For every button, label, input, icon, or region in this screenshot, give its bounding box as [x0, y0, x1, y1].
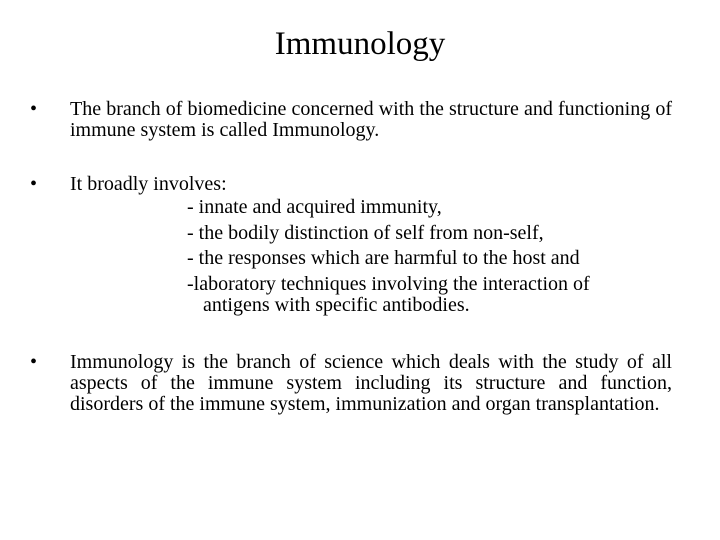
slide-title: Immunology: [274, 26, 446, 62]
subitem-lab-techniques: [187, 272, 637, 316]
bullet-definition-text: The branch of biomedicine concerned with the structure and functioning of immune system is called Immunology.: [70, 98, 672, 141]
bullet-dot: •: [30, 98, 38, 120]
involves-subitems: [187, 195, 637, 316]
subitem-innate-acquired: - innate and acquired immunity,: [187, 196, 442, 218]
bullet-involves: [30, 174, 672, 316]
bullet-involves-text: It broadly involves:: [70, 173, 227, 195]
bullet-definition: [30, 99, 672, 141]
bullet-scope-text: Immunology is the branch of science which deals with the study of all aspects of the immune system including its structure and function, disorders of the immune system, immunization and organ transplantation.: [70, 351, 672, 415]
subitem-self-nonself: - the bodily distinction of self from non-self,: [187, 221, 544, 244]
subitem-lab-techniques-line1: -laboratory techniques involving the interaction of: [187, 272, 590, 295]
subitem-lab-techniques-line2: antigens with specific antibodies.: [203, 293, 470, 316]
bullet-dot: •: [30, 173, 38, 195]
bullet-scope: [30, 352, 672, 415]
subitem-harmful-responses: - the responses which are harmful to the host and: [187, 247, 580, 270]
bullet-dot: •: [30, 351, 38, 373]
